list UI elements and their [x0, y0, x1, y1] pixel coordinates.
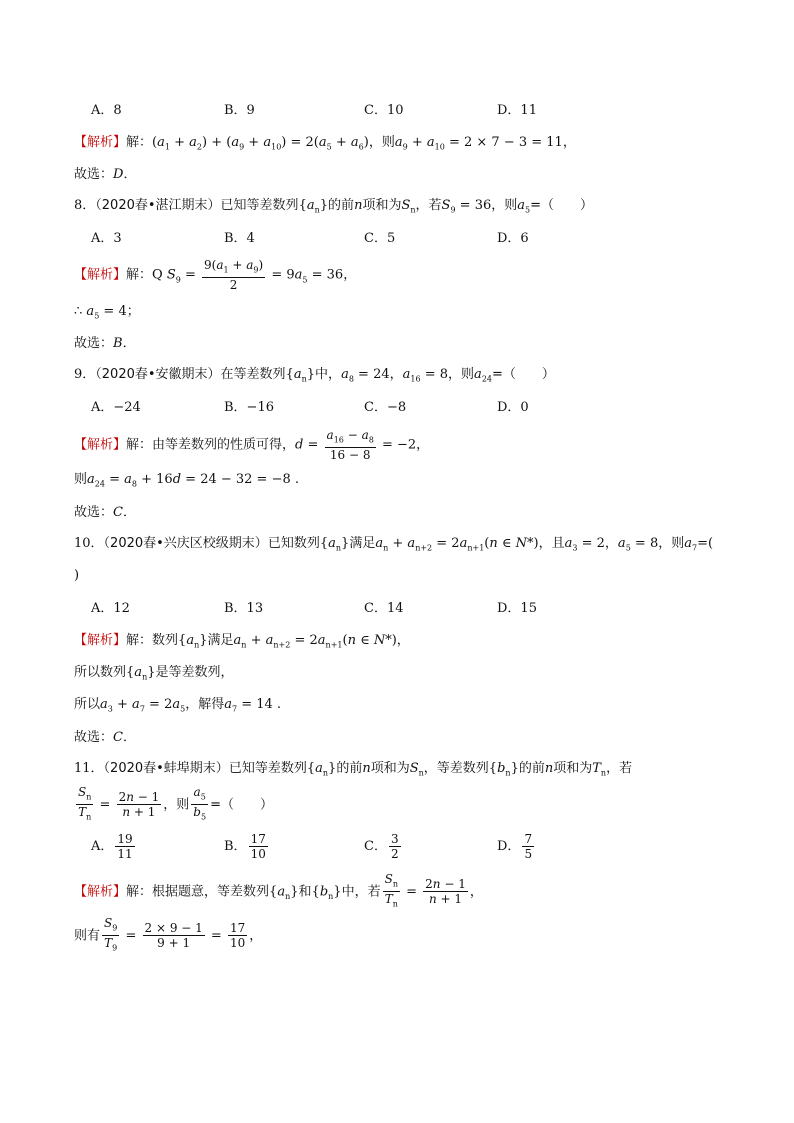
q9-analysis: 【解析】解：由等差数列的性质可得，d = $\frac{a_{16} - a_8}{16 - 8}$ = −2， [74, 428, 430, 463]
q7-option-d: D．11 [497, 103, 537, 118]
q8-option-a: A．3 [91, 231, 122, 246]
q11-option-b: B． $\frac{17}{10}$ [224, 832, 266, 861]
q11-stem-2: $\frac{S_n}{T_n}$ = $\frac{2n - 1}{n + 1}$ ，则 $\frac{a_5}{b_5}$ =（ ） [78, 785, 273, 822]
q9-option-d: D．0 [497, 400, 529, 415]
q10-option-d: D．15 [497, 601, 537, 616]
q10-stem: 10．（2020春•兴庆区校级期末）已知数列$\{a_n\}$满足$a_n + a_{n+2} = 2a_{n+1}(n$ ∈ N*)，且$a_3 = 2$，$a_5 = 8$，则$a_7=$( [74, 536, 714, 553]
analysis-tag: 【解析】 [74, 884, 127, 900]
analysis-tag: 【解析】 [74, 135, 127, 150]
q10-answer: 故选：C． [74, 730, 136, 745]
q10-analysis-3: 所以$a_3 + a_7 = 2a_5$，解得$a_7 = 14$ . [74, 697, 282, 714]
q10-stem-close: ) [74, 568, 80, 583]
q7-option-a: A．8 [91, 103, 122, 118]
q11-analysis-2: 则有 $\frac{S_9}{T_9}$ = $\frac{2 \times 9 - 1}{9 + 1}$ = $\frac{17}{10}$ ， [74, 916, 263, 953]
analysis-tag: 【解析】 [74, 267, 127, 283]
q11-analysis: 【解析】解：根据题意，等差数列$\{a_n\}$和$\{b_n\}$中，若 $\frac{S_n}{T_n}$ = $\frac{2n - 1}{n + 1}$ ， [74, 872, 483, 909]
q8-analysis: 【解析】解：Q $S_9$ = $\frac{9(a_1 + a_9)}{2}$ = $9a_5 = 36$， [74, 258, 357, 293]
q9-stem: 9．（2020春•安徽期末）在等差数列$\{a_n\}$中，$a_8 = 24$，$a_{16} = 8$，则$a_{24}=$（ ） [74, 367, 555, 384]
q8-option-b: B．4 [224, 231, 255, 246]
q8-option-d: D．6 [497, 231, 529, 246]
q11-option-d: D． $\frac{7}{5}$ [497, 832, 533, 861]
q11-option-a: A． $\frac{19}{11}$ [91, 832, 133, 861]
q10-option-c: C．14 [364, 601, 404, 616]
q8-answer: 故选：B． [74, 336, 136, 351]
analysis-tag: 【解析】 [74, 633, 127, 648]
q10-analysis: 【解析】解：数列$\{a_n\}$满足$a_n + a_{n+2} = 2a_{n+1}(n$ ∈ N*)， [74, 633, 410, 650]
q8-result: ∴ $a_5 = 4$； [74, 304, 140, 321]
q11-stem: 11．（2020春•蚌埠期末）已知等差数列$\{a_n\}$的前n项和为$S_n$，等差数列$\{b_n\}$的前n项和为$T_n$，若 [74, 761, 633, 778]
q9-answer: 故选：C． [74, 505, 136, 520]
q7-option-c: C．10 [364, 103, 404, 118]
q7-option-b: B．9 [224, 103, 255, 118]
q8-stem: 8．（2020春•湛江期末）已知等差数列$\{a_n\}$的前n项和为$S_n$，若$S_9 = 36$，则$a_5=$（ ） [74, 198, 594, 215]
q7-analysis: 【解析】解：$(a_1 + a_2) + (a_9 + a_{10}) = 2(a_5 + a_6)$，则$a_9 + a_{10} = 2 \times 7 - 3 = 11$， [74, 135, 576, 152]
q10-analysis-2: 所以数列$\{a_n\}$是等差数列， [74, 665, 234, 682]
q9-option-c: C．−8 [364, 400, 407, 415]
analysis-tag: 【解析】 [74, 437, 127, 453]
q11-option-c: C． $\frac{3}{2}$ [364, 832, 399, 861]
q10-option-a: A．12 [91, 601, 130, 616]
q7-answer: 故选：D． [74, 167, 137, 182]
q9-result: 则$a_{24} = a_8 + 16d = 24 - 32 = -8$ . [74, 472, 300, 489]
q9-option-b: B．−16 [224, 400, 274, 415]
q9-option-a: A．−24 [91, 400, 141, 415]
q8-option-c: C．5 [364, 231, 396, 246]
q10-option-b: B．13 [224, 601, 264, 616]
